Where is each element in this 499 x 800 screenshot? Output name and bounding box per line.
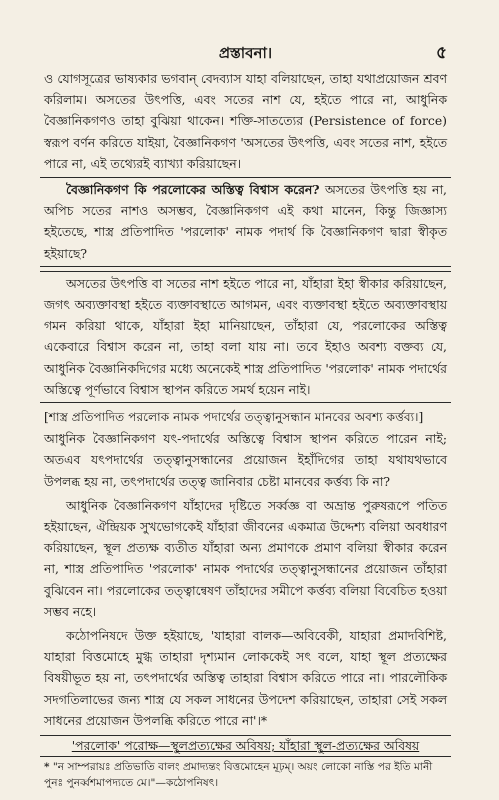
paragraph-2-text: অসতের উৎপত্তি হয় না, অপিচ সতের নাশও অসম্ভব, বৈজ্ঞানিকগণ এই কথা মানেন, কিন্তু জিজ্ঞাস্য হইতেছে, শাস্ত্র প্রতিপাদিত 'পরলোক' নামক পদার্থ কি বৈজ্ঞানিকগণ দ্বারা স্বীকৃত হইয়াছে? xyxy=(44,182,447,261)
footnote-text: "ন সাম্পরায়ঃ প্রতিভাতি বালং প্রমাদ্যন্তং বিত্তমোহেন মূঢ়ম্। অয়ং লোকো নাস্তি পর ইতি মানী পুনঃ পুনর্ব্বশমাপদ্যতে মে।"—কঠোপনিষৎ। xyxy=(44,761,433,790)
footnote-mark: * xyxy=(44,761,50,774)
paragraph-6: কঠোপনিষদে উক্ত হইয়াছে, 'যাহারা বালক—অবিবেকী, যাহারা প্রমাদবিশিষ্ট, যাহারা বিত্তমোহে মুগ্ধ তাহারা দৃশ্যমান লোককেই সৎ বলে, যাহা স্থূল প্রত্যক্ষের বিষয়ীভূত হয় না, তৎপদার্থের অস্তিত্ব তাহারা বিশ্বাস করিতে পারে না। পারলৌকিক সদগতিলাভের জন্য শাস্ত্র যে সকল সাধনের উপদেশ করিয়াছেন, তাহারা সেই সকল সাধনের প্রয়োজন উপলব্ধি করিতে পারে না'।* xyxy=(44,628,447,728)
footnote xyxy=(40,757,451,791)
bracket-note: [শাস্ত্র প্রতিপাদিত পরলোক নামক পদার্থের তত্ত্বানুসন্ধান মানবের অবশ্য কর্ত্তব্য।] xyxy=(44,410,424,425)
body-text xyxy=(40,68,451,731)
running-title: প্রস্তাবনা। xyxy=(218,44,273,62)
paragraph-5: আধুনিক বৈজ্ঞানিকগণ যাঁহাদের দৃষ্টিতে সর্ব্বজ্ঞ বা অভ্রান্ত পুরুষরূপে পতিত হইয়াছেন, ঐন্দ্রিয়ক সুখভোগকেই যাঁহারা জীবনের একমাত্র উদ্দেশ্য বলিয়া অবধারণ করিয়াছেন, স্থূল প্রত্যক্ষ ব্যতীত যাঁহারা অন্য প্রমাণকে প্রমাণ বলিয়া স্বীকার করেন না, শাস্ত্র প্রতিপাদিত 'পরলোক' নামক পদার্থের তত্ত্বানুসন্ধানের প্রয়োজন তাঁহারা বুঝিবেন না। পরলোকের তত্ত্বান্বেষণ তাঁহাদের সমীপে কর্ত্তব্য বলিয়া বিবেচিত হওয়া সম্ভব নহে। xyxy=(44,497,447,619)
page-number: ৫ xyxy=(435,43,447,63)
page-header xyxy=(40,40,451,62)
paragraph-1: ও যোগসূত্রের ভাষ্যকার ভগবান্ বেদব্যাস যাহা বলিয়াছেন, তাহা যথাপ্রয়োজন শ্রবণ করিলাম। অসতের উৎপত্তি, এবং সতের নাশ যে, হইতে পারে না, আধুনিক বৈজ্ঞানিকগণও তাহা বুঝিয়া থাকেন। শক্তি-সাতত্যের (Persistence of force) স্বরূপ বর্ণন করিতে যাইয়া, বৈজ্ঞানিকগণ 'অসতের উৎপত্তি, এবং সতের নাশ, হইতে পারে না, এই তথ্যেরই ব্যাখ্যা করিয়াছেন। xyxy=(44,71,447,171)
paragraph-4: আধুনিক বৈজ্ঞানিকগণ যৎ-পদার্থের অস্তিত্বে বিশ্বাস স্থাপন করিতে পারেন নাই; অতএব যৎপদার্থের তত্ত্বানুসন্ধানের প্রয়োজন ইহাঁদিগের তাহা যথাযথভাবে উপলব্ধ হয় না, তৎপদার্থের তত্ত্ব জানিবার চেষ্টা মানবের কর্ত্তব্য কি না? xyxy=(44,431,447,489)
side-question-heading: বৈজ্ঞানিকগণ কি পরলোকের অস্তিত্ব বিশ্বাস করেন? xyxy=(66,182,320,198)
section-heading xyxy=(40,735,451,757)
paragraph-2 xyxy=(40,177,451,267)
paragraph-3: অসতের উৎপত্তি বা সতের নাশ হইতে পারে না, যাঁহারা ইহা স্বীকার করিয়াছেন, জগৎ অব্যক্তাবস্থা হইতে ব্যক্তাবস্থাতে আগমন, এবং ব্যক্তাবস্থা হইতে অব্যক্তাবস্থায় গমন করিয়া থাকে, যাঁহারা ইহা মানিয়াছেন, তাঁহারা যে, পরলোকের অস্তিত্ব একেবারে বিশ্বাস করেন না, তাহা বলা যায় না। তবে ইহাও অবশ্য বক্তব্য যে, আধুনিক বৈজ্ঞানিকদিগের মধ্যে অনেকেই শাস্ত্র প্রতিপাদিত 'পরলোক' নামক পদার্থের অস্তিত্বে পূর্ণভাবে বিশ্বাস স্থাপন করিতে সমর্থ হয়েন নাই। xyxy=(40,271,451,403)
section-heading-text: 'পরলোক' পরোক্ষ—স্থূলপ্রত্যক্ষের অবিষয়; যাঁহারা স্থূল-প্রত্যক্ষের অবিষয় xyxy=(71,738,420,754)
